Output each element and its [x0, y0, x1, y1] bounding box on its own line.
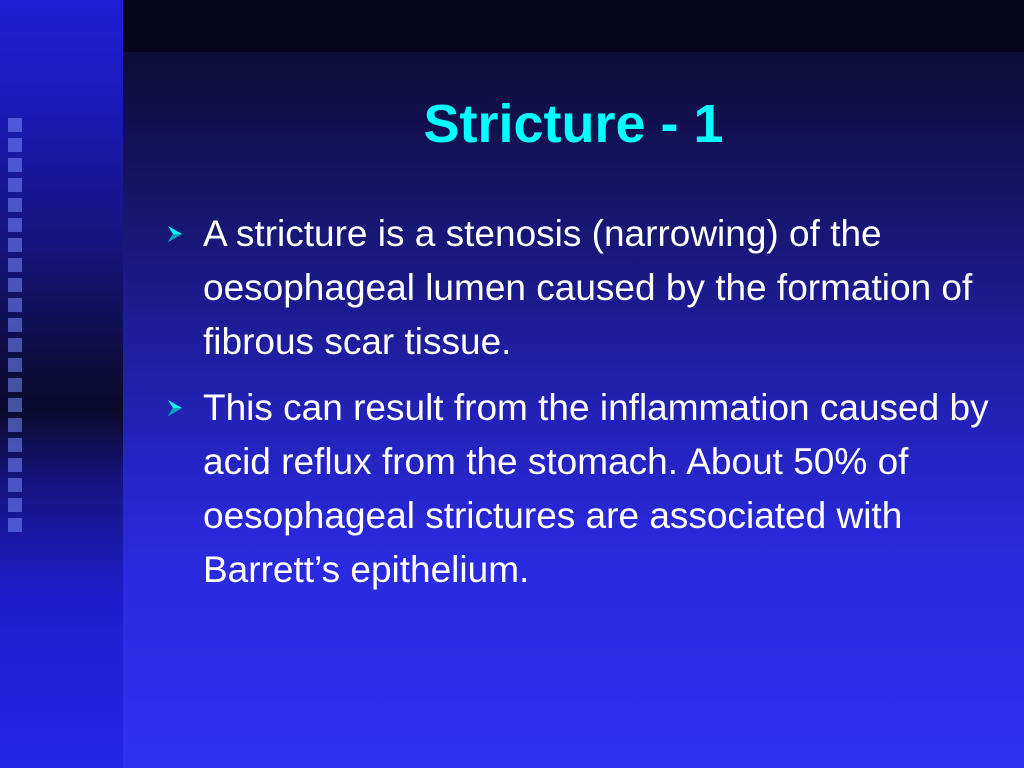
- bullet-item: [162, 381, 1012, 597]
- decorative-square: [8, 218, 22, 232]
- bullet-list: [162, 207, 1012, 609]
- decorative-square: [8, 298, 22, 312]
- decorative-square: [8, 258, 22, 272]
- top-dark-band: [123, 0, 1024, 52]
- decorative-square: [8, 478, 22, 492]
- decorative-square-column: [8, 118, 28, 658]
- decorative-square: [8, 378, 22, 392]
- bullet-item: [162, 207, 1012, 369]
- decorative-square: [8, 198, 22, 212]
- bullet-text: A stricture is a stenosis (narrowing) of the oesophageal lumen caused by the formation of fibrous scar tissue.: [203, 213, 973, 362]
- decorative-square: [8, 118, 22, 132]
- decorative-square: [8, 358, 22, 372]
- decorative-square: [8, 518, 22, 532]
- arrow-bullet-icon: [166, 398, 186, 418]
- arrow-bullet-icon: [166, 224, 186, 244]
- decorative-square: [8, 138, 22, 152]
- decorative-square: [8, 318, 22, 332]
- decorative-square: [8, 398, 22, 412]
- decorative-square: [8, 338, 22, 352]
- decorative-square: [8, 178, 22, 192]
- bullet-text: This can result from the inflammation caused by acid reflux from the stomach. About 50% of oesophageal strictures are associated with Barrett’s epithelium.: [203, 387, 989, 590]
- decorative-square: [8, 458, 22, 472]
- decorative-square: [8, 158, 22, 172]
- decorative-square: [8, 418, 22, 432]
- decorative-square: [8, 498, 22, 512]
- decorative-square: [8, 278, 22, 292]
- decorative-square: [8, 438, 22, 452]
- left-side-band: [0, 0, 123, 768]
- decorative-square: [8, 238, 22, 252]
- slide-title: Stricture - 1: [423, 94, 724, 154]
